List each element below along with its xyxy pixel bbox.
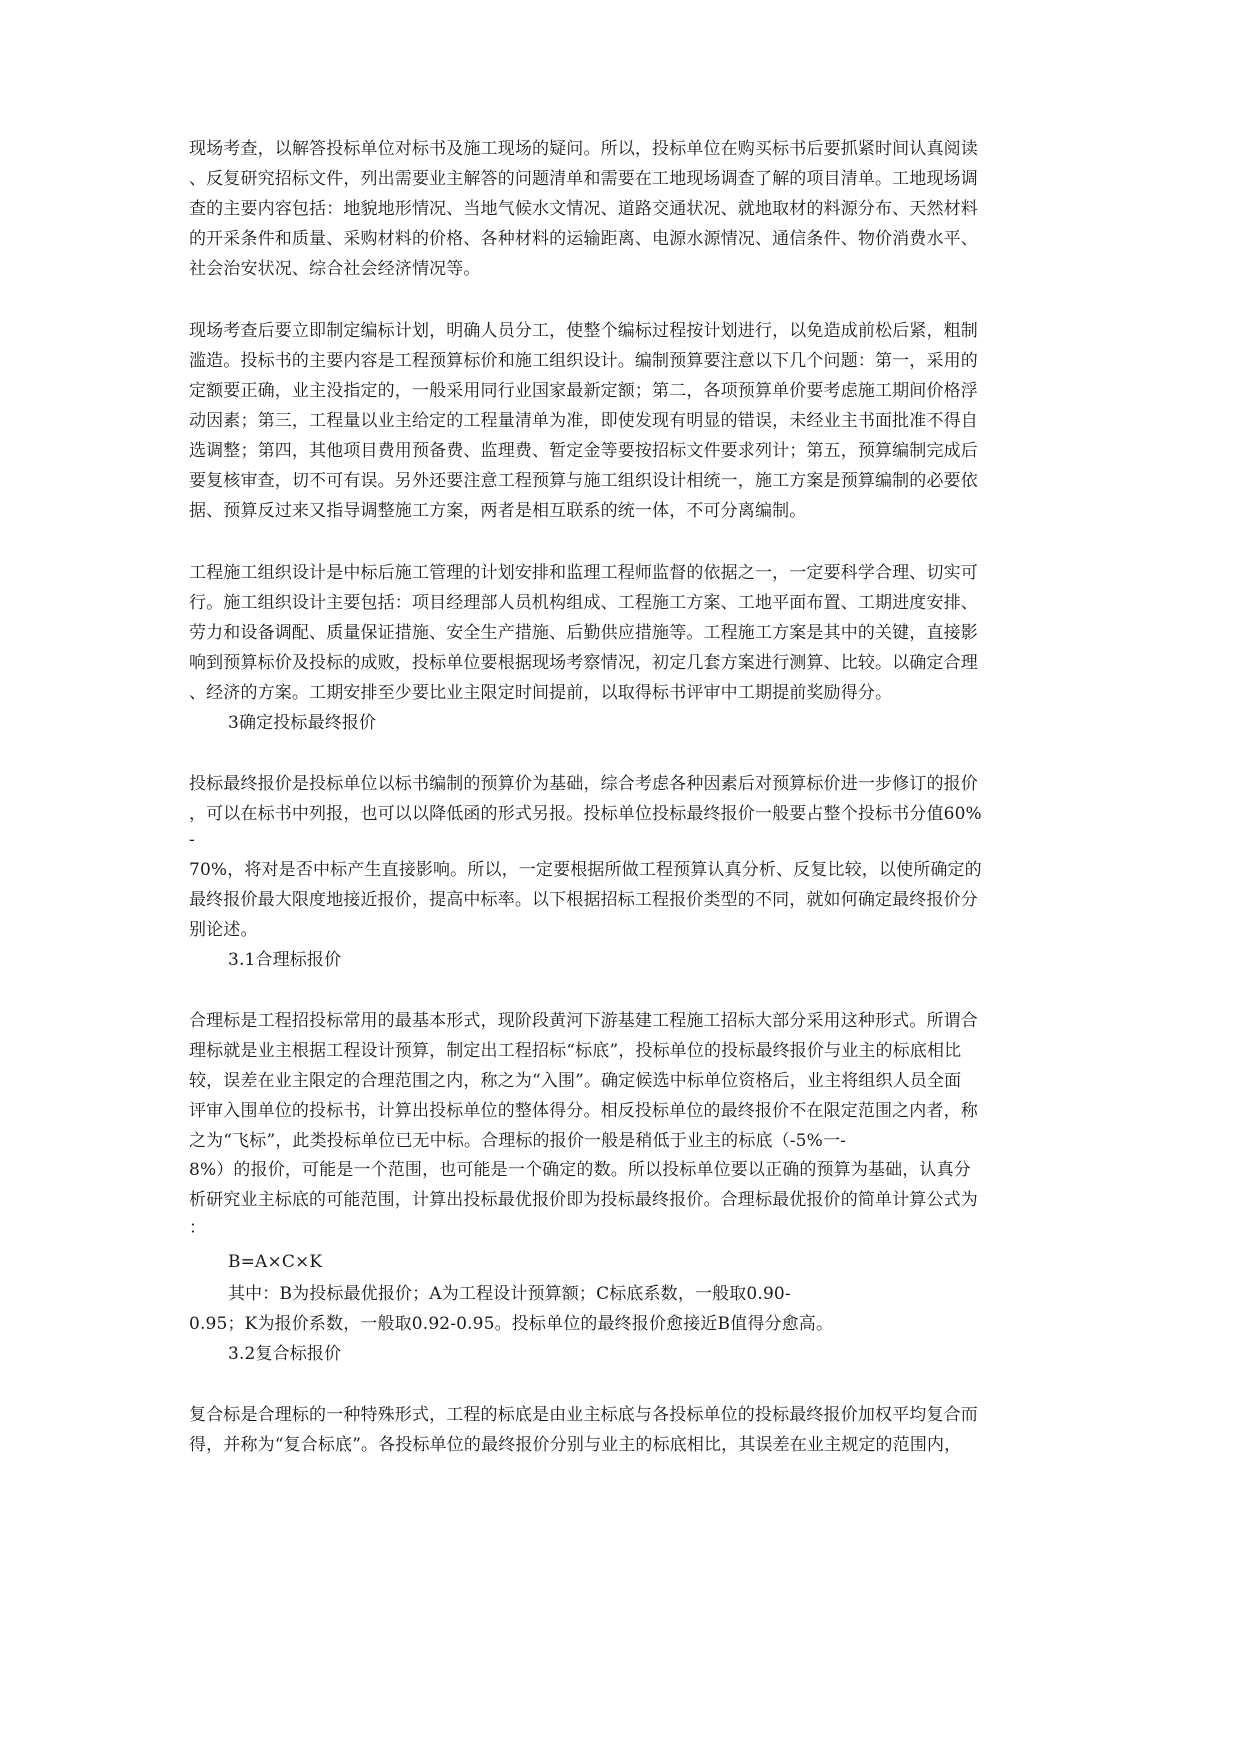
text-line: 现场考查后要立即制定编标计划，明确人员分工，使整个编标过程按计划进行，以免造成前松后紧，粗制 (189, 321, 978, 341)
text-line: ： (189, 1218, 207, 1238)
text-line: ，可以在标书中列报，也可以以降低函的形式另报。投标单位投标最终报价一般要占整个投标书分值60% (189, 804, 982, 824)
text-line: 工程施工组织设计是中标后施工管理的计划安排和监理工程师监督的依据之一，一定要科学合理、切实可 (189, 563, 978, 583)
text-line: 行。施工组织设计主要包括：项目经理部人员机构组成、工程施工方案、工地平面布置、工期进度安排、 (189, 593, 978, 613)
text-line: 劳力和设备调配、质量保证措施、安全生产措施、后勤供应措施等。工程施工方案是其中的关键，直接影 (189, 623, 978, 643)
text-line: 0.95；K为报价系数，一般取0.92-0.95。投标单位的最终报价愈接近B值得分愈高。 (189, 1314, 834, 1334)
text-line: 析研究业主标底的可能范围，计算出投标最优报价即为投标最终报价。合理标最优报价的简单计算公式为 (189, 1190, 978, 1210)
section-heading: 3.2复合标报价 (228, 1344, 342, 1364)
text-line: 合理标是工程招投标常用的最基本形式，现阶段黄河下游基建工程施工招标大部分采用这种形式。所谓合 (189, 1011, 978, 1031)
text-line: 现场考查，以解答投标单位对标书及施工现场的疑问。所以，投标单位在购买标书后要抓紧时间认真阅读 (189, 139, 978, 159)
text-line: 其中：B为投标最优报价；A为工程设计预算额；C标底系数，一般取0.90- (228, 1284, 791, 1304)
text-line: 评审入围单位的投标书，计算出投标单位的整体得分。相反投标单位的最终报价不在限定范围之内者，称 (189, 1101, 978, 1121)
text-line: 理标就是业主根据工程设计预算，制定出工程招标“标底”，投标单位的投标最终报价与业主的标底相比 (189, 1041, 962, 1061)
text-line: 较，误差在业主限定的合理范围之内，称之为“入围”。确定候选中标单位资格后，业主将组织人员全面 (189, 1071, 962, 1091)
text-line: 得，并称为“复合标底”。各投标单位的最终报价分别与业主的标底相比，其误差在业主规定的范围内， (189, 1435, 962, 1455)
text-line: 别论述。 (189, 920, 258, 940)
text-line: 社会治安状况、综合社会经济情况等。 (189, 259, 481, 279)
text-line: 据、预算反过来又指导调整施工方案，两者是相互联系的统一体，不可分离编制。 (189, 501, 807, 521)
text-line: 响到预算标价及投标的成败，投标单位要根据现场考察情况，初定几套方案进行测算、比较。以确定合理 (189, 653, 978, 673)
text-line: 滥造。投标书的主要内容是工程预算标价和施工组织设计。编制预算要注意以下几个问题：第一，采用的 (189, 351, 978, 371)
text-line: 查的主要内容包括：地貌地形情况、当地气候水文情况、道路交通状况、就地取材的料源分布、天然材料 (189, 199, 978, 219)
text-line: 投标最终报价是投标单位以标书编制的预算价为基础，综合考虑各种因素后对预算标价进一步修订的报价 (189, 774, 978, 794)
text-line: 选调整；第四，其他项目费用预备费、监理费、暂定金等要按招标文件要求列计；第五，预算编制完成后 (189, 441, 978, 461)
text-line: 最终报价最大限度地接近报价，提高中标率。以下根据招标工程报价类型的不同，就如何确定最终报价分 (189, 890, 978, 910)
text-line: 定额要正确，业主没指定的，一般采用同行业国家最新定额；第二，各项预算单价要考虑施工期间价格浮 (189, 381, 978, 401)
section-heading: 3确定投标最终报价 (228, 713, 377, 733)
text-line: 复合标是合理标的一种特殊形式，工程的标底是由业主标底与各投标单位的投标最终报价加权平均复合而 (189, 1405, 978, 1425)
text-line: 要复核审查，切不可有误。另外还要注意工程预算与施工组织设计相统一，施工方案是预算编制的必要依 (189, 471, 978, 491)
text-line: 、经济的方案。工期安排至少要比业主限定时间提前，以取得标书评审中工期提前奖励得分。 (189, 683, 893, 703)
section-heading: 3.1合理标报价 (228, 950, 342, 970)
text-line: 8%）的报价，可能是一个范围，也可能是一个确定的数。所以投标单位要以正确的预算为基础，认真分 (189, 1160, 971, 1180)
text-line: 70%，将对是否中标产生直接影响。所以，一定要根据所做工程预算认真分析、反复比较，以使所确定的 (189, 860, 982, 880)
text-line: 之为“飞标”，此类投标单位已无中标。合理标的报价一般是稍低于业主的标底（-5%一- (189, 1131, 846, 1151)
text-line: - (189, 830, 195, 850)
text-line: 、反复研究招标文件，列出需要业主解答的问题清单和需要在工地现场调查了解的项目清单。工地现场调 (189, 169, 978, 189)
formula: B=A×C×K (228, 1252, 323, 1272)
text-line: 动因素；第三，工程量以业主给定的工程量清单为准，即使发现有明显的错误，未经业主书面批准不得自 (189, 411, 978, 431)
text-line: 的开采条件和质量、采购材料的价格、各种材料的运输距离、电源水源情况、通信条件、物价消费水平、 (189, 229, 978, 249)
